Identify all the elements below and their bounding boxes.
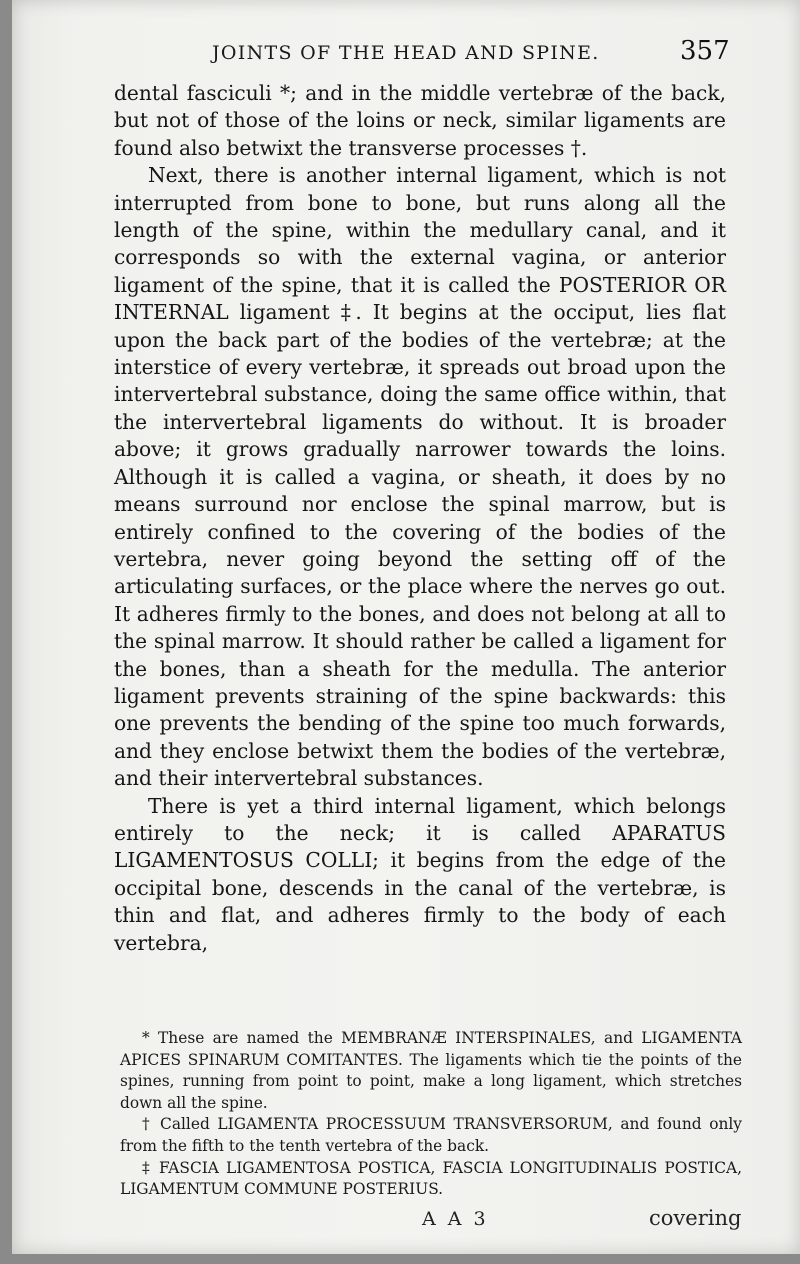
body-text xyxy=(114,80,726,957)
signature-mark: A A 3 xyxy=(422,1208,489,1230)
paragraph-1: dental fasciculi *; and in the middle vertebræ of the back, but not of those of the loins or neck, similar ligaments are found also betwixt the transverse processes †. xyxy=(114,81,726,160)
footnote-1: * These are named the MEMBRANÆ INTERSPINALES, and LIGAMENTA APICES SPINARUM COMITANTES. The ligaments which tie the points of the spines, running from point to point, make a long ligament, which stretches down all the spine. xyxy=(120,1029,742,1112)
page-header xyxy=(12,30,800,78)
catchword: covering xyxy=(649,1206,742,1230)
book-page xyxy=(12,0,800,1254)
footnotes xyxy=(120,1028,742,1201)
footnote-3: ‡ FASCIA LIGAMENTOSA POSTICA, FASCIA LONGITUDINALIS POSTICA, LIGAMENTUM COMMUNE POSTERIUS. xyxy=(120,1158,742,1199)
paragraph-3: There is yet a third internal ligament, which belongs entirely to the neck; it is called APARATUS LIGAMENTOSUS COLLI; it begins from the edge of the occipital bone, descends in the canal of the vertebræ, is thin and flat, and adheres firmly to the body of each vertebra, xyxy=(114,793,726,955)
running-head: JOINTS OF THE HEAD AND SPINE. xyxy=(212,42,600,64)
footnote-2: † Called LIGAMENTA PROCESSUUM TRANSVERSORUM, and found only from the fifth to the tenth vertebra of the back. xyxy=(120,1115,742,1155)
page-number: 357 xyxy=(680,36,730,66)
paragraph-2: Next, there is another internal ligament, which is not interrupted from bone to bone, but runs along all the length of the spine, within the medullary canal, and it corresponds so with the external vagina, or anterior ligament of the spine, that it is called the POSTERIOR OR INTERNAL ligament ‡. It begins at the occiput, lies flat upon the back part of the bodies of the vertebræ; at the interstice of every vertebræ, it spreads out broad upon the intervertebral substance, doing the same office within, that the intervertebral ligaments do without. It is broader above; it grows gradually narrower towards the loins. Although it is called a vagina, or sheath, it does by no means surround nor enclose the spinal marrow, but is entirely confined to the covering of the bodies of the vertebra, never going beyond the setting off of the articulating surfaces, or the place where the nerves go out. It adheres firmly to the bones, and does not belong at all to the spinal marrow. It should rather be called a ligament for the bones, than a sheath for the medulla. The anterior ligament prevents straining of the spine backwards: this one prevents the bending of the spine too much forwards, and they enclose betwixt them the bodies of the vertebræ, and their intervertebral substances. xyxy=(114,163,726,791)
